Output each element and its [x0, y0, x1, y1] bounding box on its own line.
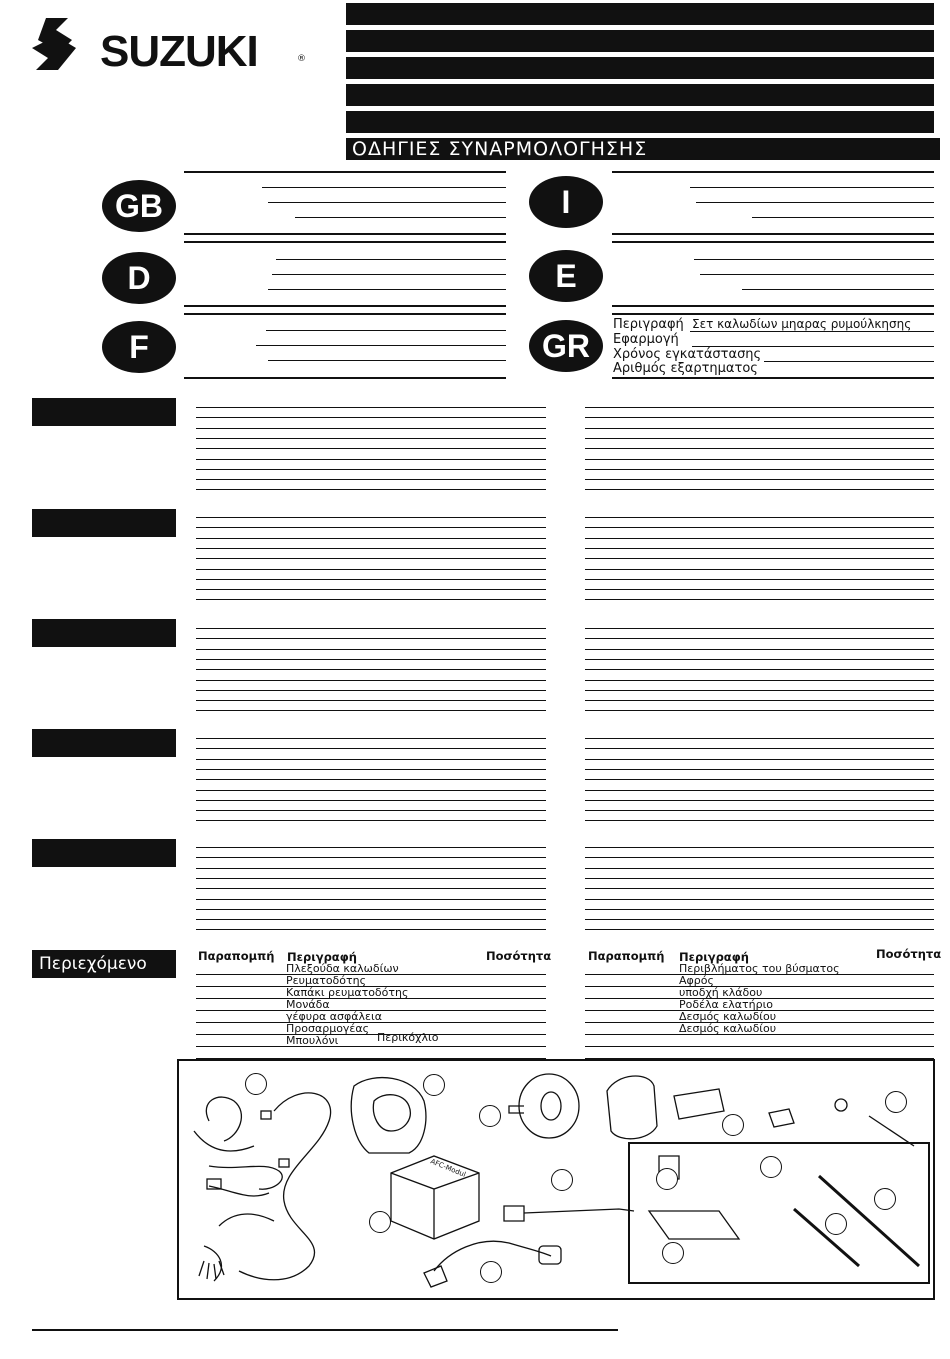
text-line [585, 599, 934, 600]
text-line [585, 748, 934, 749]
language-badge-e: E [529, 250, 603, 302]
text-line [196, 417, 546, 418]
text-line [196, 599, 546, 600]
callout-circle [369, 1211, 391, 1233]
text-line [196, 438, 546, 439]
text-line [585, 428, 934, 429]
text-line [585, 448, 934, 449]
parts-list-item: Μπουλόνι [286, 1034, 339, 1047]
text-line [196, 748, 546, 749]
text-line [585, 479, 934, 480]
module-label: AFC-Modul [429, 1157, 467, 1179]
text-line [585, 527, 934, 528]
parts-list-item: Ρευματοδότης [286, 974, 367, 987]
socket-cap [351, 1078, 426, 1153]
foam-bag [607, 1076, 657, 1139]
section-header-bar [32, 509, 176, 537]
text-line [196, 638, 546, 639]
language-badge-gr: GR [529, 320, 603, 372]
text-line [196, 479, 546, 480]
text-line [196, 407, 546, 408]
language-badge-gb: GB [102, 180, 176, 232]
part-number-label: Αριθμός εξαρτηματος [613, 361, 758, 376]
harness-wire [239, 1093, 331, 1280]
callout-circle [423, 1074, 445, 1096]
text-line [585, 919, 934, 920]
text-line [585, 548, 934, 549]
parts-row-line [196, 1034, 546, 1035]
text-line [196, 589, 546, 590]
section-header-bar [32, 729, 176, 757]
text-line [585, 569, 934, 570]
harness-wire [204, 1246, 221, 1281]
text-line [196, 790, 546, 791]
text-line [196, 779, 546, 780]
ref-column-header: Παραπομπή [198, 949, 275, 963]
parts-list-item: υποδχή κλάδου [679, 986, 763, 999]
callout-circle [479, 1105, 501, 1127]
nut [835, 1099, 847, 1111]
parts-list-item: Αφρός [679, 974, 714, 987]
text-line [585, 929, 934, 930]
branch-socket [769, 1109, 794, 1127]
header-band [346, 84, 934, 106]
harness-wire [219, 1214, 274, 1226]
callout-circle [480, 1261, 502, 1283]
text-line [585, 790, 934, 791]
text-line [196, 690, 546, 691]
text-line [585, 659, 934, 660]
text-line [196, 659, 546, 660]
text-line [196, 527, 546, 528]
text-line [585, 769, 934, 770]
text-line [585, 800, 934, 801]
text-line [585, 638, 934, 639]
text-line [196, 669, 546, 670]
section-header-bar [32, 398, 176, 426]
header-band [346, 57, 934, 79]
text-line [196, 868, 546, 869]
text-line [196, 558, 546, 559]
text-line [196, 769, 546, 770]
harness-wire [209, 1166, 282, 1189]
harness-connector [279, 1159, 289, 1167]
parts-list-item: Ροδέλα ελατήριο [679, 998, 774, 1011]
description-value: Σετ καλωδίων μηαρας ρυμούλκησης [692, 317, 912, 331]
text-line [585, 407, 934, 408]
callout-circle [874, 1188, 896, 1210]
callout-circle [245, 1073, 267, 1095]
text-line [585, 738, 934, 739]
text-line [585, 857, 934, 858]
text-line [585, 810, 934, 811]
text-line [196, 428, 546, 429]
text-line [585, 538, 934, 539]
text-line [196, 919, 546, 920]
text-line [585, 589, 934, 590]
text-line [196, 820, 546, 821]
adapter-cable [504, 1206, 634, 1221]
text-line [196, 738, 546, 739]
text-line [585, 669, 934, 670]
text-line [196, 800, 546, 801]
socket-base [519, 1074, 579, 1138]
callout-circle [722, 1114, 744, 1136]
description-column-header: Περιγραφή [287, 950, 357, 964]
callout-circle [662, 1242, 684, 1264]
text-line [196, 459, 546, 460]
text-line [196, 649, 546, 650]
text-line [585, 700, 934, 701]
parts-list-item: Περιβλήματος του βύσματος [679, 962, 840, 975]
language-badge-i: I [529, 176, 603, 228]
text-line [196, 517, 546, 518]
text-line [585, 847, 934, 848]
text-line [196, 448, 546, 449]
callout-circle [656, 1168, 678, 1190]
section-header-bar [32, 619, 176, 647]
suzuki-s-emblem-icon [22, 16, 92, 72]
text-line [196, 538, 546, 539]
text-line [585, 899, 934, 900]
text-line [196, 929, 546, 930]
text-line [196, 888, 546, 889]
callout-circle [551, 1169, 573, 1191]
text-line [585, 558, 934, 559]
header-band [346, 3, 934, 25]
text-line [196, 878, 546, 879]
footer-rule [32, 1329, 618, 1331]
text-line [585, 649, 934, 650]
text-line [585, 469, 934, 470]
text-line [585, 438, 934, 439]
text-line [585, 888, 934, 889]
text-line [585, 710, 934, 711]
harness-wire [206, 1097, 241, 1141]
text-line [585, 820, 934, 821]
parts-list-item: Καπάκι ρευματοδότης [286, 986, 409, 999]
install-time-label: Χρόνος εγκατάστασης [613, 347, 762, 362]
text-line [196, 579, 546, 580]
text-line [196, 469, 546, 470]
text-line [585, 868, 934, 869]
text-line [196, 810, 546, 811]
contents-header: Περιεχόμενο [32, 950, 176, 978]
text-line [196, 847, 546, 848]
parts-list-item: Προσαρμογέας [286, 1022, 370, 1035]
header-band [346, 111, 934, 133]
quantity-column-header: Ποσότητα [876, 947, 942, 961]
page-title: ΟΔΗΓΙΕΣ ΣΥΝΑΡΜΟΛΟΓΗΣΗΣ [346, 138, 940, 160]
section-header-bar [32, 839, 176, 867]
header-band [346, 30, 934, 52]
text-line [585, 909, 934, 910]
text-line [196, 700, 546, 701]
text-line [585, 417, 934, 418]
parts-list-item: Πλεξούδα καλωδίων [286, 962, 399, 975]
text-line [585, 628, 934, 629]
harness-wire [209, 1186, 269, 1196]
registered-mark: ® [297, 54, 306, 64]
ref-column-header: Παραπομπή [588, 949, 665, 963]
text-line [585, 690, 934, 691]
parts-list-item: Δεσμός καλωδίου [679, 1010, 777, 1023]
brand-name: SUZUKI [100, 27, 258, 76]
text-line [196, 759, 546, 760]
plug-housing [674, 1089, 724, 1119]
callout-circle [885, 1091, 907, 1113]
text-line [196, 710, 546, 711]
quantity-column-header: Ποσότητα [486, 949, 552, 963]
text-line [196, 857, 546, 858]
text-line [585, 579, 934, 580]
callout-circle [760, 1156, 782, 1178]
parts-list-item: γέφυρα ασφάλεια [286, 1010, 382, 1023]
text-line [196, 489, 546, 490]
text-line [585, 459, 934, 460]
description-column-header: Περιγραφή [679, 950, 749, 964]
harness-wire-ends [199, 1261, 224, 1279]
application-label: Εφαρμογή [613, 332, 679, 347]
text-line [585, 759, 934, 760]
parts-row-line [196, 1046, 546, 1047]
text-line [196, 548, 546, 549]
text-line [585, 878, 934, 879]
module-box [391, 1156, 479, 1239]
text-line [196, 569, 546, 570]
text-line [196, 899, 546, 900]
parts-list-item: Μονάδα [286, 998, 330, 1011]
small-parts-box [628, 1142, 930, 1284]
language-badge-d: D [102, 252, 176, 304]
text-line [585, 489, 934, 490]
parts-list-item: Δεσμός καλωδίου [679, 1022, 777, 1035]
text-line [585, 779, 934, 780]
text-line [196, 680, 546, 681]
text-line [585, 680, 934, 681]
callout-circle [825, 1213, 847, 1235]
text-line [585, 517, 934, 518]
text-line [196, 909, 546, 910]
parts-list-extra-item: Περικόχλιο [377, 1031, 439, 1044]
language-badge-f: F [102, 321, 176, 373]
description-label: Περιγραφή [613, 317, 684, 332]
harness-connector [261, 1111, 271, 1119]
text-line [196, 628, 546, 629]
parts-row-line [585, 1046, 934, 1047]
